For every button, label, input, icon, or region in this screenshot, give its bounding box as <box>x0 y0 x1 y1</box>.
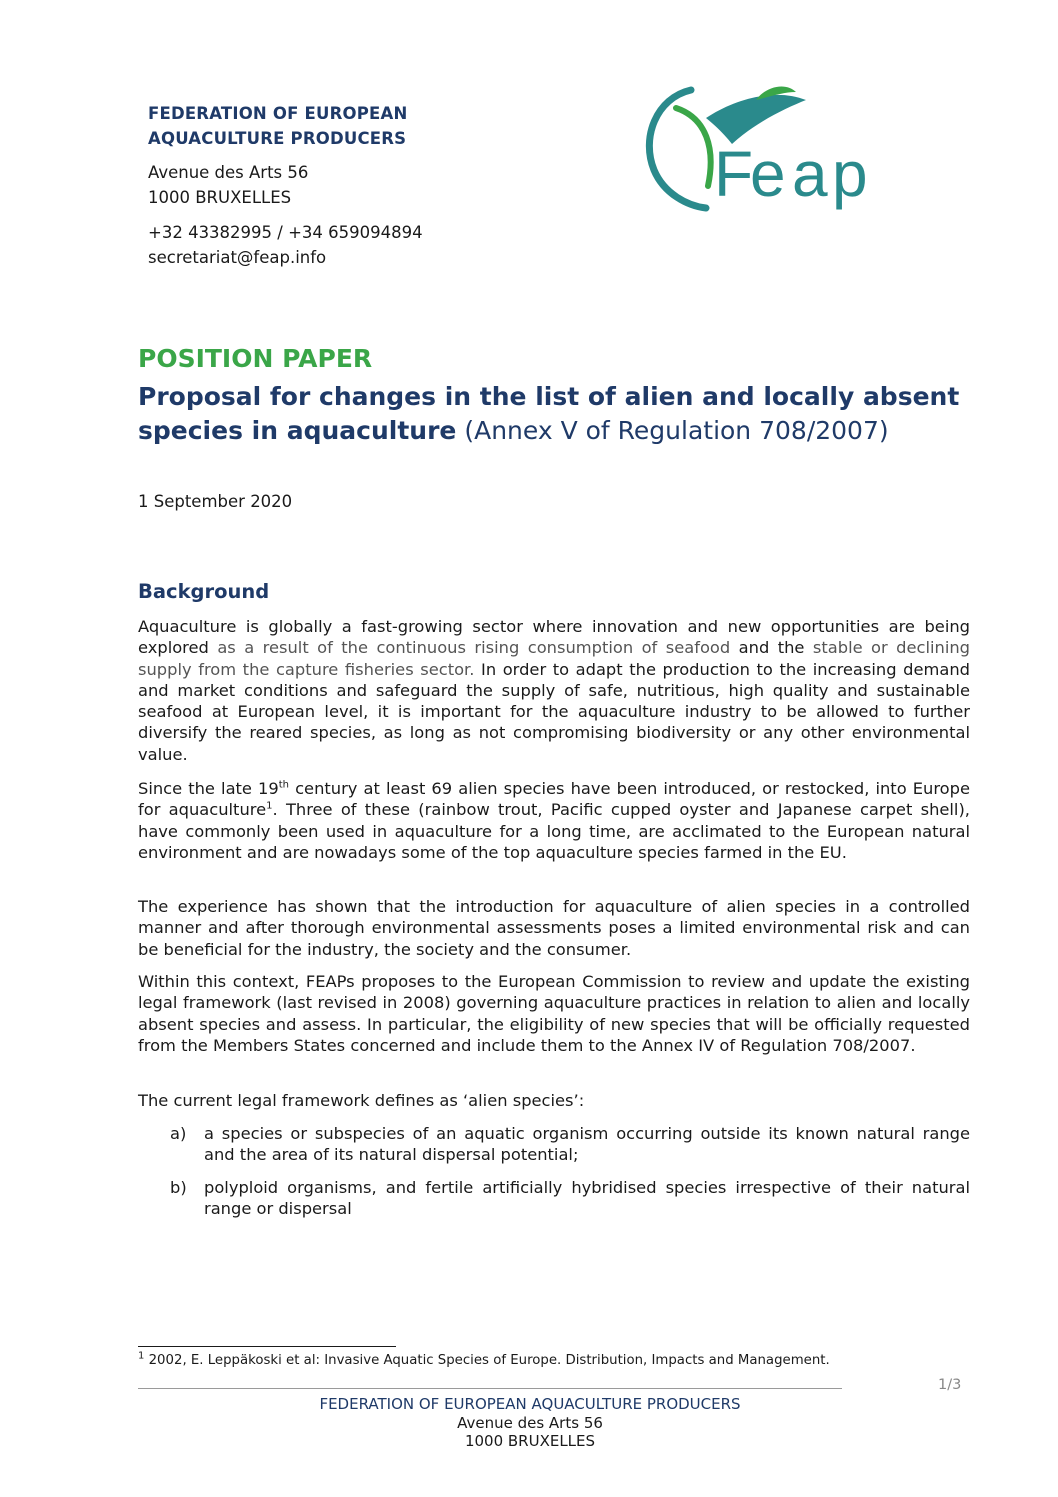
org-name-line2: AQUACULTURE PRODUCERS <box>148 129 407 148</box>
footnote-reference[interactable]: 1 <box>266 800 273 812</box>
p1-text-b: as a result of the continuous rising consumption of seafood <box>217 638 731 658</box>
svg-text:e: e <box>750 138 786 210</box>
list-item <box>170 1123 970 1167</box>
document-type: POSITION PAPER <box>138 344 373 373</box>
footnote-divider <box>138 1346 396 1347</box>
document-title <box>138 380 974 448</box>
p3-text: The experience has shown that the introduction for aquaculture of alien species in a controlled manner and after thorough environmental assessments poses a limited environmental risk and can be beneficial for the industry, the society and the consumer. <box>138 897 970 959</box>
organization-name <box>148 101 407 151</box>
svg-text:p: p <box>832 138 868 210</box>
footer-divider <box>138 1388 842 1389</box>
p1-text-e: In order to adapt the production to the increasing demand and market conditions and safeguard the supply of safe, nutritious, high quality and sustainable seafood at European level, it is important for the aquaculture industry to be allowed to further diversify the reared species, as long as not compromising biodiversity or any other environmental value. <box>138 659 970 764</box>
footer-address-line2: 1000 BRUXELLES <box>464 1432 596 1450</box>
footnote-number: 1 <box>138 1350 145 1362</box>
p2-text-a: Since the late 19 <box>138 779 279 798</box>
list-item <box>170 1177 970 1221</box>
address-line2: 1000 BRUXELLES <box>148 188 292 207</box>
address-line1: Avenue des Arts 56 <box>148 163 309 182</box>
list-marker: b) <box>170 1178 187 1197</box>
paragraph-3 <box>138 896 970 960</box>
title-regulation: (Annex V of Regulation 708/2007) <box>456 416 889 445</box>
org-name-line1: FEDERATION OF EUROPEAN <box>148 104 408 123</box>
email: secretariat@feap.info <box>148 248 327 267</box>
footnote <box>138 1350 830 1368</box>
phone: +32 43382995 / +34 659094894 <box>148 223 423 242</box>
paragraph-2 <box>138 778 970 863</box>
list-marker: a) <box>170 1124 187 1143</box>
section-heading: Background <box>138 580 270 603</box>
document-date: 1 September 2020 <box>138 492 293 511</box>
p2-text-b: century at least 69 alien species have been introduced, or restocked, into Europe for aquaculture <box>138 779 970 820</box>
footer <box>270 1395 790 1451</box>
footnote-text: 2002, E. Leppäkoski et al: Invasive Aquatic Species of Europe. Distribution, Impacts and Management. <box>144 1353 830 1368</box>
p1-text-d: stable or declining supply from the capture fisheries sector. <box>138 638 970 679</box>
p4-text: Within this context, FEAPs proposes to the European Commission to review and update the existing legal framework (last revised in 2008) governing aquaculture practices in relation to alien and locally absent species and assess. In particular, the eligibility of new species that will be officially requested from the Members States concerned and include them to the Annex IV of Regulation 708/2007. <box>138 972 970 1055</box>
p1-text-a: Aquaculture is globally a fast-growing sector where innovation and new opportunities are being explored <box>138 617 970 658</box>
feap-logo <box>636 78 901 218</box>
footer-org-name: FEDERATION OF EUROPEAN AQUACULTURE PRODUCERS <box>319 1395 741 1413</box>
svg-text:a: a <box>792 138 828 210</box>
feap-logo-graphic <box>636 78 901 218</box>
list-item-text: a species or subspecies of an aquatic organism occurring outside its known natural range and the area of its natural dispersal potential; <box>204 1124 970 1165</box>
paragraph-1 <box>138 616 970 765</box>
p1-text-c: and the <box>730 638 813 658</box>
list-item-text: polyploid organisms, and fertile artificially hybridised species irrespective of their natural range or dispersal <box>204 1178 970 1219</box>
footer-address-line1: Avenue des Arts 56 <box>457 1413 603 1432</box>
p5-text: The current legal framework defines as ‘alien species’: <box>138 1091 585 1110</box>
svg-text:F: F <box>714 138 754 210</box>
p2-superscript: th <box>278 779 290 791</box>
title-bold: Proposal for changes in the list of alien and locally absent species in aquaculture <box>138 382 960 445</box>
paragraph-4 <box>138 971 970 1056</box>
page-number: 1/3 <box>938 1377 962 1393</box>
paragraph-5 <box>138 1090 970 1111</box>
p2-text-c: . Three of these (rainbow trout, Pacific cupped oyster and Japanese carpet shell), have commonly been used in aquaculture for a long time, are acclimated to the European natural environment and are nowadays some of the top aquaculture species farmed in the EU. <box>138 800 970 862</box>
